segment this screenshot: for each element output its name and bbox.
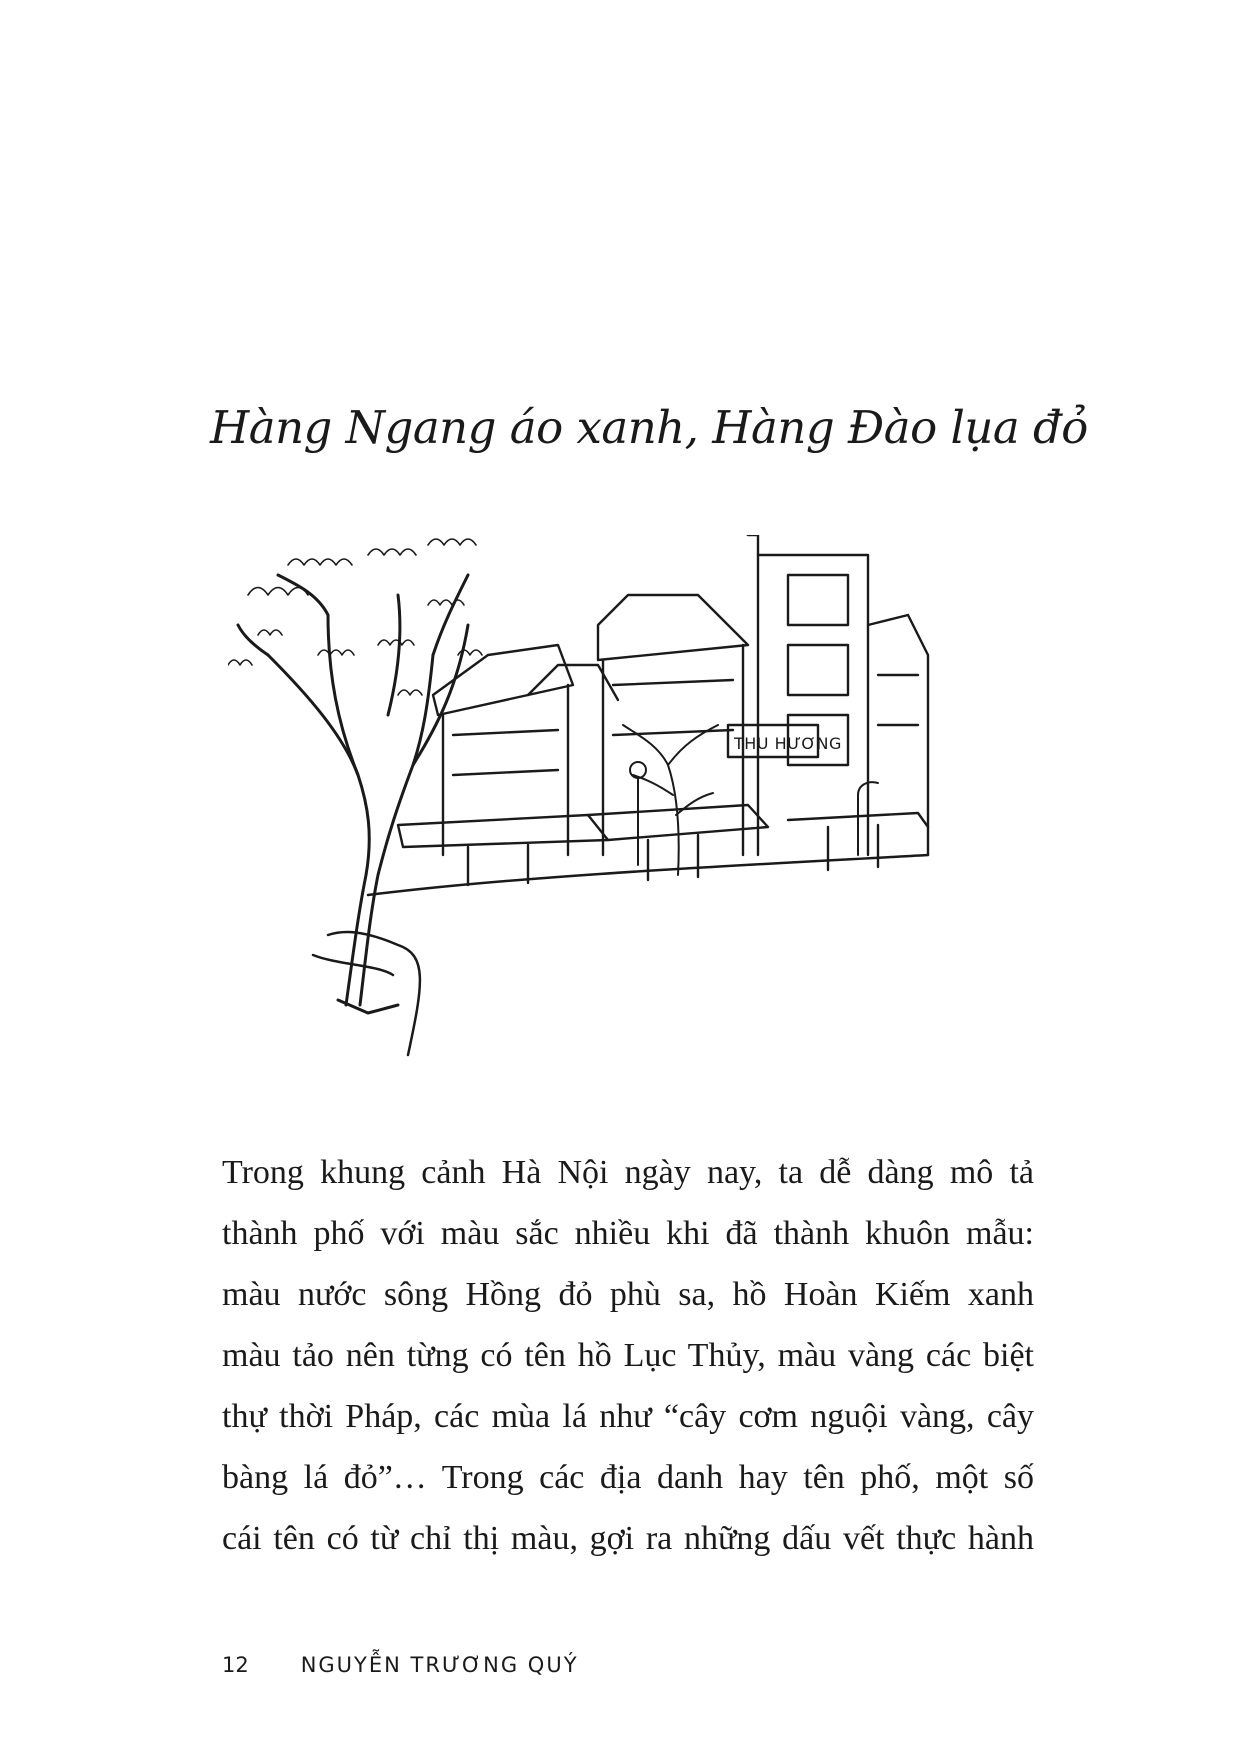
page-number: 12: [222, 1653, 249, 1677]
running-author: NGUYỄN TRƯƠNG QUÝ: [300, 1653, 579, 1677]
shop-sign-text: THU HƯƠNG: [734, 734, 842, 753]
chapter-title: Hàng Ngang áo xanh, Hàng Đào lụa đỏ: [210, 401, 1088, 454]
street-sign-sketch: [630, 762, 646, 865]
body-line: thành phố với màu sắc nhiều khi đã thành khuôn mẫu:: [222, 1215, 1034, 1252]
tree-sketch: [238, 575, 468, 1013]
street-sketch-illustration: [228, 535, 1028, 1095]
body-line: màu tảo nên từng có tên hồ Lục Thủy, màu vàng các biệt: [222, 1337, 1034, 1374]
street-curb: [313, 855, 928, 1055]
page-footer: [222, 1650, 579, 1680]
body-line: màu nước sông Hồng đỏ phù sa, hồ Hoàn Kiếm xanh: [222, 1276, 1034, 1313]
shophouses-sketch: [398, 535, 928, 885]
body-line: thự thời Pháp, các mùa lá như “cây cơm nguội vàng, cây: [222, 1398, 1034, 1435]
foliage-sketch: [228, 539, 482, 695]
body-paragraph: [222, 1142, 1034, 1569]
body-line: Trong khung cảnh Hà Nội ngày nay, ta dễ dàng mô tả: [222, 1154, 1034, 1191]
body-line: cái tên có từ chỉ thị màu, gợi ra những dấu vết thực hành: [222, 1520, 1034, 1557]
body-line: bàng lá đỏ”… Trong các địa danh hay tên phố, một số: [222, 1459, 1034, 1496]
